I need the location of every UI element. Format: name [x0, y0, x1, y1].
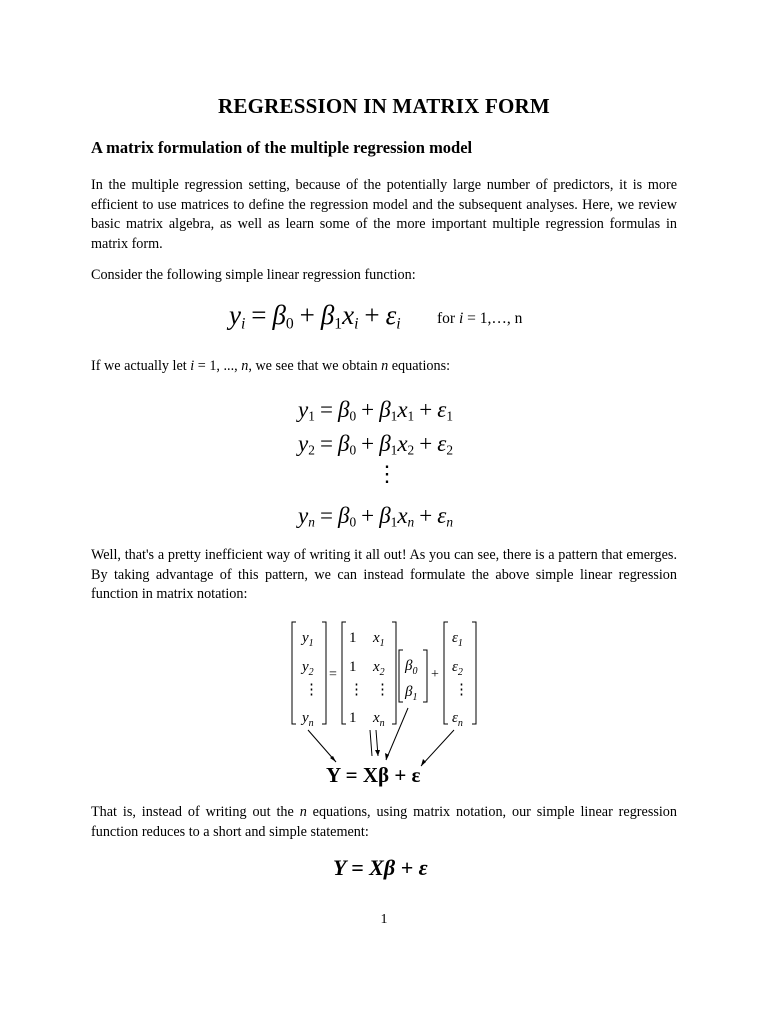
pattern-paragraph: Well, that's a pretty inefficient way of writing it all out! As you can see, there is a pattern that emerges. By taking advantage of this pattern, we can instead formulate the above simple linear regression function in matrix notation: [91, 547, 677, 603]
equation-row-2: $y_2 = \beta_0 + \beta_1x_2 + \varepsilon_2$ [298, 431, 454, 458]
matrix-x-col2-entry: $x_2$ [373, 659, 385, 678]
equation-condition: for i = 1,…, n [437, 310, 523, 327]
matrix-x-col2-entry: $x_1$ [373, 630, 385, 649]
conclusion-paragraph: That is, instead of writing out the n equations, using matrix notation, our simple linear regression function reduces to a short and simple statement: [91, 804, 677, 840]
page-number: 1 [380, 912, 388, 927]
matrix-x-col1-entry: 1 [349, 659, 357, 675]
matrix-notation-figure [286, 616, 486, 792]
matrix-beta-entry: $\beta_0$ [405, 658, 418, 677]
n-equations-paragraph: If we actually let i = 1, ..., n, we see that we obtain n equations: [91, 358, 451, 374]
section-heading: A matrix formulation of the multiple regression model [91, 138, 473, 157]
matrix-eps-entry: ⋮ [454, 682, 469, 698]
matrix-y-entry: $y_n$ [302, 710, 314, 729]
matrix-y-entry: $y_2$ [302, 659, 314, 678]
vertical-dots: ⋮ [376, 461, 398, 486]
matrix-equals: = [329, 667, 337, 682]
arrow-eps [421, 730, 454, 766]
intro-paragraph: In the multiple regression setting, because of the potentially large number of predictors, it is more efficient to use matrices to define the regression model and the subsequent analyses. Here, we review basic matrix algebra, as well as learn some of the more important multiple regression formulas in matrix form. [91, 177, 677, 252]
matrix-y-entry: ⋮ [304, 682, 319, 698]
matrix-y-entry: $y_1$ [302, 630, 314, 649]
arrow-beta [386, 708, 408, 760]
matrix-eps-entry: $\varepsilon_n$ [452, 710, 463, 729]
consider-paragraph: Consider the following simple linear regression function: [91, 267, 416, 283]
regression-equation: $y_i = \beta_0 + \beta_1x_i + \varepsilon_i$ [229, 300, 401, 333]
equation-row-1: $y_1 = \beta_0 + \beta_1x_1 + \varepsilon_1$ [298, 397, 454, 424]
final-equation: Y = Xβ + ε [333, 855, 428, 880]
matrix-x-col2-entry: ⋮ [375, 682, 390, 698]
page-title: REGRESSION IN MATRIX FORM [218, 94, 550, 118]
equation-row-n: $y_n = \beta_0 + \beta_1x_n + \varepsilon_n$ [298, 503, 454, 530]
matrix-x-col1-entry: ⋮ [349, 682, 364, 698]
matrix-eps-entry: $\varepsilon_2$ [452, 659, 463, 678]
matrix-x-col1-entry: 1 [349, 710, 357, 726]
matrix-x-col2-entry: $x_n$ [373, 710, 385, 729]
matrix-beta-entry: $\beta_1$ [405, 684, 418, 703]
matrix-eps-entry: $\varepsilon_1$ [452, 630, 463, 649]
matrix-summary-equation: Y = Xβ + ε [326, 763, 421, 787]
matrix-x-col1-entry: 1 [349, 630, 357, 646]
matrix-plus: + [431, 667, 439, 682]
